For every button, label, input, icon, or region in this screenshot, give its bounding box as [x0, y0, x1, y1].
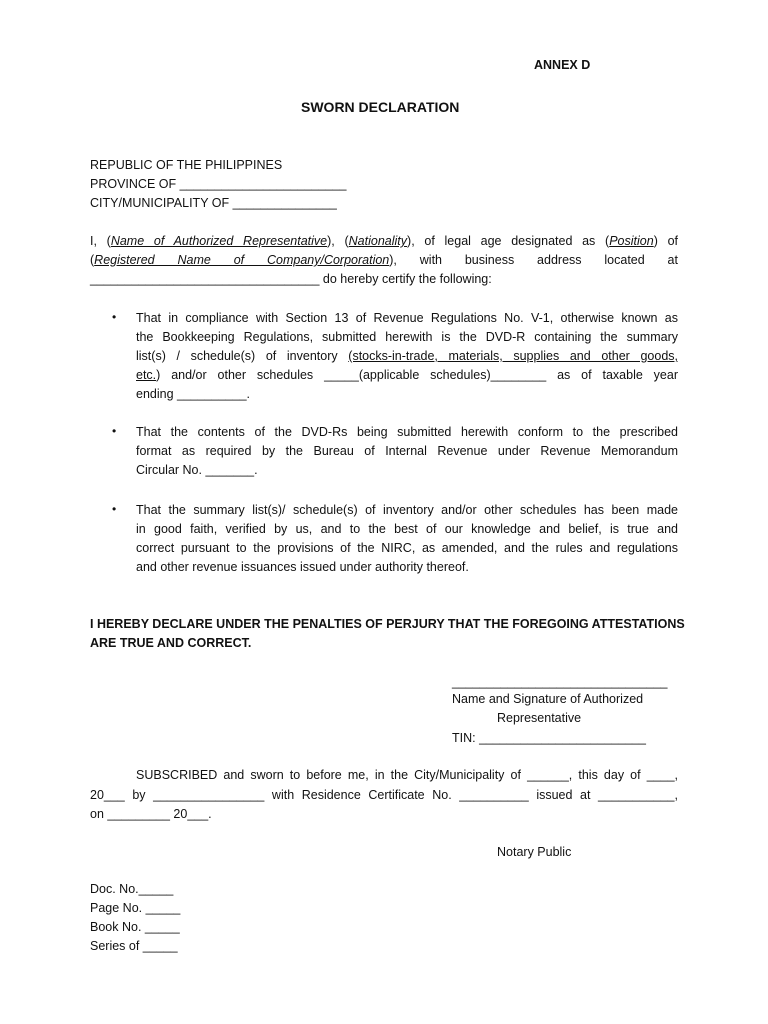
bullet-2-line-1: That the contents of the DVD-Rs being submitted herewith conform to the prescribed: [136, 425, 678, 439]
bullet-2-line-2: format as required by the Bureau of Internal Revenue under Revenue Memorandum: [136, 444, 678, 458]
notary-public-label: Notary Public: [497, 845, 572, 859]
bullet-1-line-4: etc.) and/or other schedules _____(applicable schedules)________ as of taxable year: [136, 368, 678, 382]
series-of: Series of _____: [90, 939, 178, 953]
book-number: Book No. _____: [90, 920, 180, 934]
province-line: PROVINCE OF ________________________: [90, 177, 347, 191]
signature-label-2: Representative: [497, 711, 582, 725]
company-name-field: Registered Name of Company/Corporation: [94, 253, 390, 267]
page-number: Page No. _____: [90, 901, 181, 915]
bullet-3-line-2: in good faith, verified by us, and to the best of our knowledge and belief, is true and: [136, 522, 678, 536]
nationality-field: Nationality: [348, 234, 408, 248]
doc-number: Doc. No._____: [90, 882, 174, 896]
intro-line-1: I, (Name of Authorized Representative), (Nationality), of legal age designated as (Position) of: [90, 234, 678, 248]
representative-name-field: Name of Authorized Representative: [110, 234, 328, 248]
bullet-1-line-2: the Bookkeeping Regulations, submitted herewith is the DVD-R containing the summary: [136, 330, 678, 344]
jurat-line-1: SUBSCRIBED and sworn to before me, in the City/Municipality of ______, this day of ____,: [136, 768, 678, 782]
bullet-marker: •: [112, 424, 117, 438]
bullet-marker: •: [112, 310, 117, 324]
bullet-3-line-1: That the summary list(s)/ schedule(s) of inventory and/or other schedules has been made: [136, 503, 678, 517]
bullet-2-line-3: Circular No. _______.: [136, 463, 258, 477]
declaration-line-2: ARE TRUE AND CORRECT.: [90, 636, 252, 650]
annex-label: ANNEX D: [534, 58, 591, 72]
position-field: Position: [609, 234, 654, 248]
jurat-line-2: 20___ by ________________ with Residence Certificate No. __________ issued at ___________,: [90, 788, 678, 802]
republic-line: REPUBLIC OF THE PHILIPPINES: [90, 158, 283, 172]
signature-label: Name and Signature of Authorized: [452, 692, 644, 706]
bullet-marker: •: [112, 502, 117, 516]
bullet-3-line-4: and other revenue issuances issued under authority thereof.: [136, 560, 469, 574]
bullet-1-line-5: ending __________.: [136, 387, 251, 401]
jurat-line-3: on _________ 20___.: [90, 807, 212, 821]
tin-line: TIN: ________________________: [452, 731, 646, 745]
document-title: SWORN DECLARATION: [301, 99, 460, 115]
bullet-1-line-1: That in compliance with Section 13 of Revenue Regulations No. V-1, otherwise known as: [136, 311, 678, 325]
signature-line: _______________________________: [452, 675, 668, 689]
declaration-line-1: I HEREBY DECLARE UNDER THE PENALTIES OF PERJURY THAT THE FOREGOING ATTESTATIONS: [90, 617, 685, 631]
bullet-1-line-3: list(s) / schedule(s) of inventory (stocks-in-trade, materials, supplies and other goods,: [136, 349, 678, 363]
intro-line-2: (Registered Name of Company/Corporation), with business address located at: [90, 253, 678, 267]
intro-line-3: _________________________________ do hereby certify the following:: [90, 272, 492, 286]
applicable-schedules-field: _____(applicable schedules)________: [324, 368, 547, 382]
bullet-3-line-3: correct pursuant to the provisions of the NIRC, as amended, and the rules and regulations: [136, 541, 678, 555]
inventory-types: (stocks-in-trade, materials, supplies and other goods,: [348, 349, 678, 363]
city-line: CITY/MUNICIPALITY OF _______________: [90, 196, 337, 210]
